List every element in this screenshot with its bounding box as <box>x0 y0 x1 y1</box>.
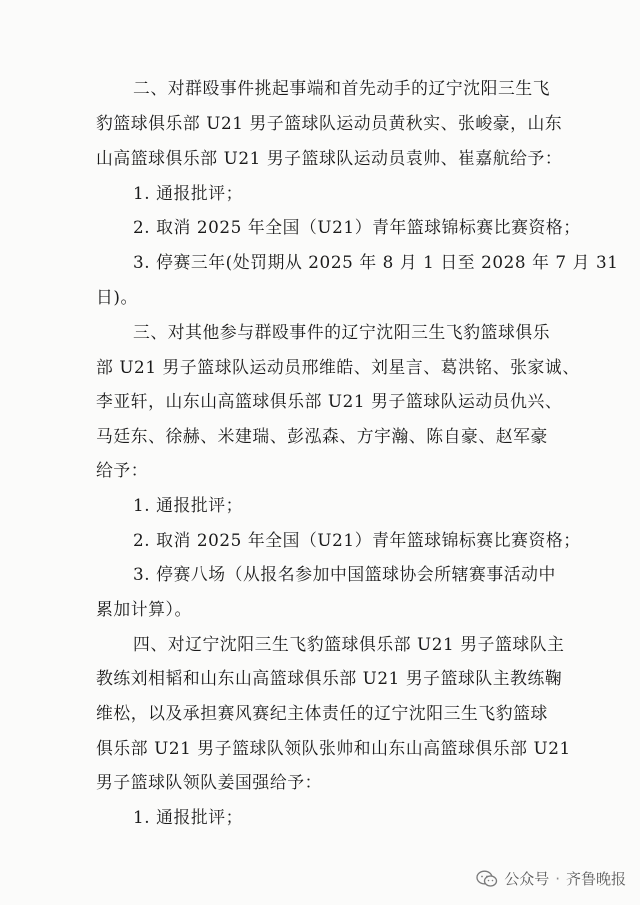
text-line: 3. 停赛三年(处罚期从 2025 年 8 月 1 日至 2028 年 7 月 31 <box>133 252 619 272</box>
text-line: 男子篮球队领队姜国强给予： <box>96 772 322 792</box>
text-line: 部 U21 男子篮球队运动员邢维皓、刘星言、葛洪铭、张家诚、 <box>96 357 580 377</box>
text-line: 山高篮球俱乐部 U21 男子篮球队运动员袁帅、崔嘉航给予： <box>96 148 563 168</box>
text-line: 豹篮球俱乐部 U21 男子篮球队运动员黄秋实、张峻豪，山东 <box>96 113 563 133</box>
watermark-separator: · <box>555 869 560 888</box>
watermark <box>476 868 626 889</box>
wechat-icon <box>476 870 498 888</box>
text-line: 累加计算）。 <box>96 599 192 619</box>
watermark-name: 齐鲁晚报 <box>565 870 626 888</box>
text-line: 四、对辽宁沈阳三生飞豹篮球俱乐部 U21 男子篮球队主 <box>133 634 565 654</box>
text-line: 维松，以及承担赛风赛纪主体责任的辽宁沈阳三生飞豹篮球 <box>96 703 548 723</box>
text-line: 教练刘相韬和山东山高篮球俱乐部 U21 男子篮球队主教练鞠 <box>96 668 563 688</box>
text-line: 三、对其他参与群殴事件的辽宁沈阳三生飞豹篮球俱乐 <box>133 322 551 342</box>
text-line: 2. 取消 2025 年全国（U21）青年篮球锦标赛比赛资格； <box>133 217 581 237</box>
text-line: 1. 通报批评； <box>133 183 244 203</box>
text-line: 马廷东、徐赫、米建瑞、彭泓森、方宇瀚、陈自豪、赵军豪 <box>96 426 548 446</box>
text-line: 给予： <box>96 460 149 480</box>
text-line: 1. 通报批评； <box>133 807 244 827</box>
watermark-prefix: 公众号 <box>504 870 550 888</box>
text-line: 二、对群殴事件挑起事端和首先动手的辽宁沈阳三生飞 <box>133 78 551 98</box>
text-line: 3. 停赛八场（从报名参加中国篮球协会所辖赛事活动中 <box>133 564 556 584</box>
text-line: 俱乐部 U21 男子篮球队领队张帅和山东山高篮球俱乐部 U21 <box>96 738 571 758</box>
text-line: 2. 取消 2025 年全国（U21）青年篮球锦标赛比赛资格； <box>133 530 581 550</box>
text-line: 日)。 <box>96 287 138 307</box>
text-line: 1. 通报批评； <box>133 495 244 515</box>
text-line: 李亚轩，山东山高篮球俱乐部 U21 男子篮球队运动员仇兴、 <box>96 391 563 411</box>
